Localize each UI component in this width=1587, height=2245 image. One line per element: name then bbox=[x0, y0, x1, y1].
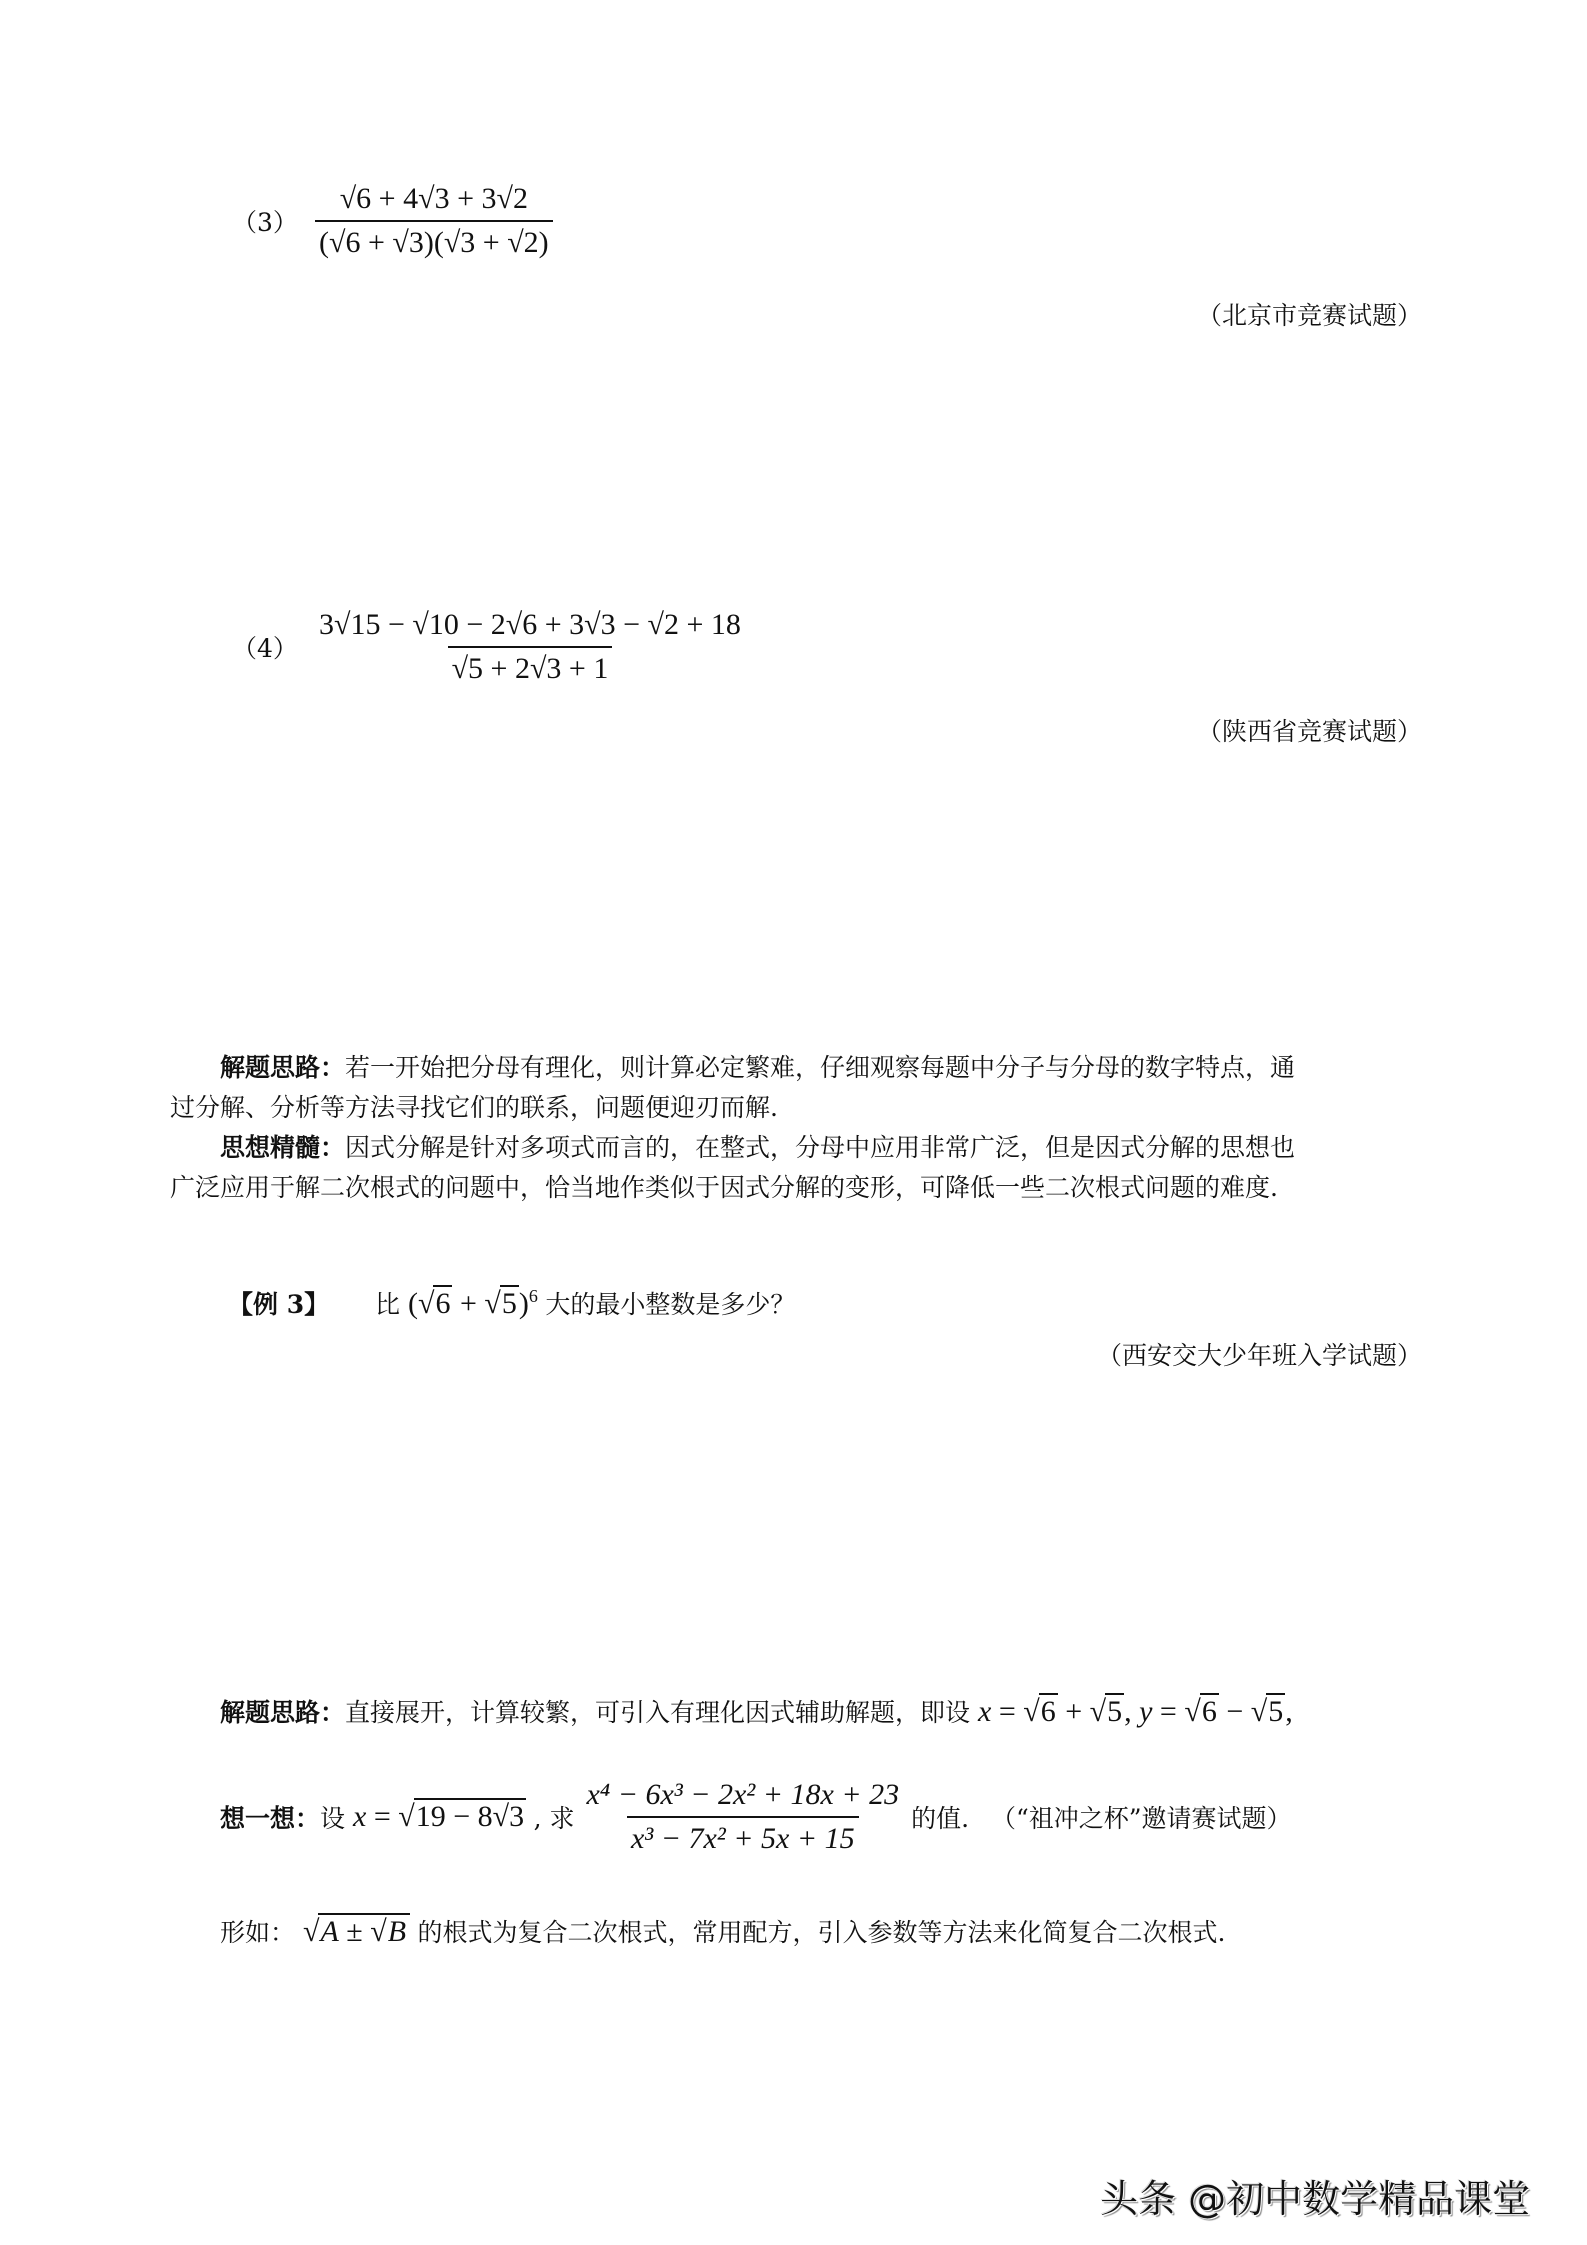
problem-3 bbox=[232, 182, 553, 260]
compound-radical-note: 形如： √A ± √B 的根式为复合二次根式，常用配方，引入参数等方法来化简复合二次根式. bbox=[220, 1915, 1226, 1948]
example-3 bbox=[228, 1276, 795, 1325]
sqrt-icon: √ bbox=[1023, 1695, 1040, 1728]
watermark: 头条 @初中数学精品课堂 bbox=[1100, 2177, 1531, 2221]
sqrt-icon: √ bbox=[1250, 1695, 1268, 1728]
analysis-2-title: 解题思路： bbox=[220, 1698, 346, 1727]
problem-4-label: （4） bbox=[232, 634, 298, 663]
example-3-source: （西安交大少年班入学试题） bbox=[1096, 1341, 1422, 1370]
sqrt-icon: √ bbox=[370, 1915, 387, 1948]
think-x-definition: x = √19 − 8√3 bbox=[352, 1800, 525, 1833]
example-3-expression: $(√6 + √5)^6$ bbox=[407, 1286, 538, 1320]
problem-4-denominator: √5 + 2√3 + 1 bbox=[448, 646, 613, 686]
analysis-1-line1: 若一开始把分母有理化，则计算必定繁难，仔细观察每题中分子与分母的数字特点，通 bbox=[345, 1053, 1296, 1082]
think-section: 想一想：设 x = √19 − 8√3 , 求 $\frac{\text{x⁴ − 6x³ − 2x² + 18x + 23}}{\text{x³ − 7x² + 5x + 15}}$ 的值. （“祖冲之杯”邀请赛试题） bbox=[220, 1778, 1292, 1855]
problem-3-source: （北京市竞赛试题） bbox=[1196, 301, 1422, 330]
analysis-2 bbox=[220, 1692, 1293, 1733]
example-3-prefix: 比 bbox=[375, 1290, 401, 1319]
problem-4-source: （陕西省竞赛试题） bbox=[1196, 717, 1422, 746]
problem-3-denominator: (√6 + √3)(√3 + √2) bbox=[315, 220, 553, 260]
analysis-2-text: 直接展开，计算较繁，可引入有理化因式辅助解题，即设 bbox=[345, 1698, 971, 1727]
sqrt-icon: √ bbox=[484, 1287, 501, 1320]
essence-line2: 广泛应用于解二次根式的问题中，恰当地作类似于因式分解的变形，可降低一些二次根式问题的难度. bbox=[170, 1173, 1278, 1202]
analysis-1-title: 解题思路： bbox=[220, 1053, 346, 1082]
think-fraction bbox=[582, 1778, 903, 1856]
think-denominator: x³ − 7x² + 5x + 15 bbox=[627, 1816, 859, 1856]
problem-4-numerator: 3√15 − √10 − 2√6 + 3√3 − √2 + 18 bbox=[319, 608, 741, 641]
sqrt-icon: √ bbox=[398, 1800, 415, 1833]
think-source: （“祖冲之杯”邀请赛试题） bbox=[990, 1804, 1292, 1833]
sqrt-icon: √ bbox=[302, 1915, 320, 1948]
problem-3-numerator: √6 + 4√3 + 3√2 bbox=[339, 182, 528, 215]
example-3-label: 【例 3】 bbox=[228, 1290, 330, 1319]
example-3-question: 大的最小整数是多少？ bbox=[545, 1290, 796, 1319]
essence-line1: 因式分解是针对多项式而言的，在整式，分母中应用非常广泛，但是因式分解的思想也 bbox=[345, 1133, 1296, 1162]
problem-4 bbox=[232, 608, 745, 686]
example-3-exponent: 6 bbox=[528, 1286, 538, 1306]
analysis-1-line2: 过分解、分析等方法寻找它们的联系，问题便迎刃而解. bbox=[170, 1093, 778, 1122]
analysis-1 bbox=[170, 1048, 1430, 1208]
sqrt-icon: √ bbox=[417, 1287, 435, 1320]
think-title: 想一想： bbox=[220, 1804, 321, 1833]
problem-3-label: （3） bbox=[232, 208, 298, 237]
sqrt-icon: √ bbox=[1184, 1695, 1201, 1728]
problem-3-fraction bbox=[315, 182, 553, 260]
sqrt-icon: √ bbox=[1089, 1695, 1107, 1728]
think-numerator: x⁴ − 6x³ − 2x² + 18x + 23 bbox=[586, 1778, 900, 1811]
problem-4-fraction bbox=[315, 608, 745, 686]
compound-radical-expression: √A ± √B bbox=[303, 1915, 418, 1948]
analysis-2-expression: x = √6 + √5, y = √6 − √5, bbox=[977, 1695, 1293, 1728]
essence-title: 思想精髓： bbox=[220, 1133, 346, 1162]
